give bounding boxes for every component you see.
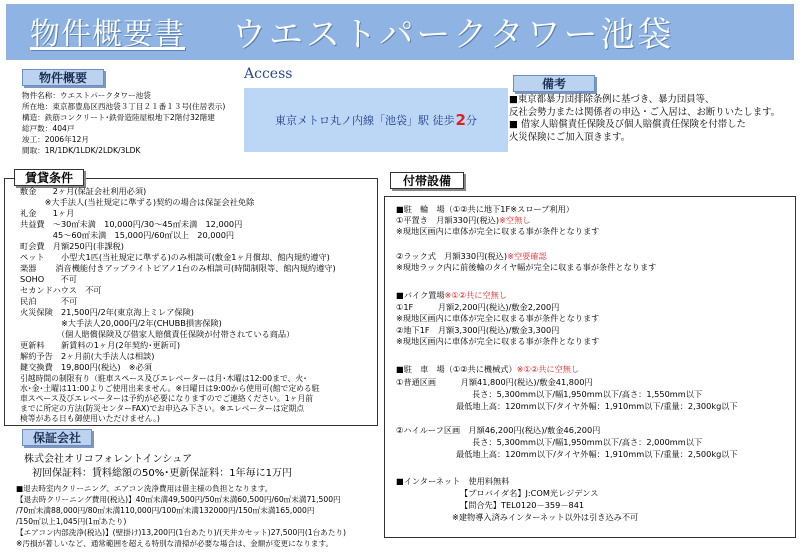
property-name-title: ウエストパークタワー池袋 [232,15,675,55]
moto-b1f-note: ※現地区画内に車体が完全に収まる事が条件となります [396,336,600,346]
moto-1f-note: ※現地区画内に車体が完全に収まる事が条件となります [396,313,600,323]
lease-row-soho: SOHO 不可 [20,274,77,284]
guarantee-label: 保証会社 [22,429,92,446]
parking-title-text: ■駐 車 場（①②共に機械式） [396,364,517,374]
notes-line-3: ■ 借家人賠償責任保険及び個人賠償責任保険を付帯した [509,119,746,131]
moto-title-text: ■バイク置場 [396,290,445,300]
overview-line-address: 所在地：東京都豊島区西池袋３丁目２１番１３号(住居表示) [22,102,226,111]
lease-label: 賃貸条件 [14,169,84,186]
parking-title-status: ※①②共に空無し [516,364,580,374]
moto-b1f: ②地下1F 月額3,300円(税込)/敷金3,300円 [396,325,560,335]
notes-label: 備考 [513,75,595,92]
lease-row-moving-5: 検等がある日も御使用いただけません。) [20,414,160,423]
cleaning-note-3: /70㎡未満88,000円/80㎡未満110,000円/100㎡未満132000円/150㎡未満165,000円 [16,506,315,515]
guarantee-section [20,436,366,480]
parking-high: ②ハイルーフ区画 月額46,200円(税込)/敷金46,200円 [396,425,601,435]
bike-flat-status: ※空無し [499,215,531,225]
bike-rack [396,251,547,261]
lease-row-common-fee-2: 45～60㎡未満 15,000円/60㎡以上 20,000円 [20,230,235,240]
overview-line-layout: 間取：1R/1DK/1LDK/2LDK/3LDK [22,146,141,155]
cleaning-note-4: /150㎡以上1,045円(1㎡あたり) [16,517,127,526]
overview-line-units: 総戸数：404戸 [22,124,75,133]
cleaning-note-5: 【エアコン内部洗浄(税込)】(壁掛け)13,200円(1台あたり)/(天井カセット)27,500円(1台あたり) [16,528,347,537]
notes-line-4: 火災保険にご加入頂きます。 [509,131,631,143]
cleaning-note-2: 【退去時クリーニング費用(税込)】40㎡未満49,500円/50㎡未満60,500円/60㎡未満71,500円 [16,495,341,504]
access-title: Access [244,66,293,82]
parking-regular: ①普通区画 月額41,800円(税込)/敷金41,800円 [396,377,593,387]
access-box [244,88,508,152]
facilities-label: 付帯設備 [390,172,464,189]
lease-row-instrument: 楽器 消音機能付きアップライトピアノ1台のみ相談可(時間制限等、館内規約遵守) [20,263,336,273]
guarantee-company: 株式会社オリコフォレントインシュア [24,454,193,465]
lease-row-deposit-note: ※大手法人(当社規定に準ずる)契約の場合は保証会社免除 [20,197,255,207]
access-route: 東京メトロ丸ノ内線「池袋」駅 徒歩 [275,114,455,127]
lease-row-common-fee-1: 共益費 ～30㎡未満 10,000円/30～45㎡未満 12,000円 [20,219,243,229]
lease-row-key-money: 礼金 1ヶ月 [20,208,75,218]
parking-high-size-1: 長さ：5,300mm以下/幅1,950mm以下/高さ：2,000mm以下 [472,437,703,447]
lease-row-moving-4: までに所定の方法(防災センターFAX)でお申込み下さい。※エレベーターは定期点 [20,404,305,413]
overview-line-completed: 竣工：2006年12月 [22,135,89,144]
notes-line-2: 反社会勢力または関係者の申込・ご入居は、お断りいたします。 [509,106,781,118]
cleaning-note-1: ■退去時室内クリーニング、エアコン洗浄費用は借主様の負担となります。 [16,484,273,493]
parking-regular-size-1: 長さ：5,300mm以下/幅1,950mm以下/高さ：1,550mm以下 [472,389,703,399]
notes-line-1: ■東京都暴力団排除条例に基づき、暴力団員等、 [509,94,715,105]
lease-row-renewal: 更新料 新賃料の1ヶ月(2年契約･更新可) [20,340,181,350]
lease-row-minpaku: 民泊 不可 [20,296,78,306]
lease-row-fire-insurance: 火災保険 21,500円/2年(東京海上ミレア保険) [20,307,195,317]
lease-row-moving-2: 水･金･土曜は11:00よりご使用出来ません。※日曜日は9:00から使用可(館で定める駐 [20,384,320,393]
guarantee-fee: 初回保証料：賃料総額の50%･更新保証料：1年毎に1万円 [32,468,292,479]
bike-rack-text: ②ラック式 月額330円(税込) [396,251,508,261]
lease-row-moving-3: 車スペース及びエレベーターは予約が必要になりますのでご連絡ください。1ヶ月前 [20,394,314,403]
access-minutes: 2 [455,111,466,129]
bike-flat-text: ①平置き 月額330円(税込) [396,215,500,225]
internet-title: ■インターネット 使用料無料 [396,476,510,486]
lease-row-moving-1: 引越時間の制限有り（駐車スペース及びエレベーターは月･木曜は12:00まで、火･ [20,374,308,383]
document-title: 物件概要書 [30,17,185,52]
notes-section [509,94,795,150]
overview-line-name: 物件名称：ウエストパークタワー池袋 [22,91,151,100]
bike-flat [396,215,530,225]
lease-row-cancellation: 解約予告 2ヶ月前(大手法人は相談) [20,351,155,361]
lease-row-key-exchange: 鍵交換費 19,800円(税込) ※必須 [20,362,152,372]
access-text [244,88,508,152]
facilities-section [396,204,794,534]
moto-1f: ①1F 月額2,200円(税込)/敷金2,200円 [396,302,560,312]
lease-row-second-house: セカンドハウス 不可 [20,285,102,295]
lease-section [20,186,376,424]
parking-regular-size-2: 最低地上高：120mm以下/タイヤ外幅：1,910mm以下/重量：2,300kg以下 [456,401,738,411]
moto-title-status: ※①②共に空無し [444,290,507,300]
overview-line-structure: 構造：鉄筋コンクリート･鉄骨造陸屋根地下2階付32階建 [22,113,215,122]
bike-rack-note: ※現地ラック内に前後輪のタイヤ幅が完全に収まる事が条件となります [396,262,657,272]
cleaning-note-6: ※汚損が著しいなど、通常範囲を超える特別な清掃が必要な場合は、金額が変更になります。 [16,539,334,548]
lease-row-fire-insurance-note: （個人賠償保険及び借家人賠償責任保険が付帯されている商品） [20,329,295,339]
lease-row-deposit: 敷金 2ヶ月(保証会社利用必須) [20,186,147,196]
parking-title [396,364,579,374]
bike-flat-note: ※現地区画内に車体が完全に収まる事が条件となります [396,226,600,236]
lease-row-pet: ペット 小型犬1匹(当社規定に準ずる)のみ相談可(敷金1ヶ月償却、館内規約遵守) [20,252,330,262]
bike-rack-status: ※空要確認 [507,251,547,261]
access-unit: 分 [465,114,477,127]
bike-title: ■駐 輪 場（①②共に地下1F※スロープ利用） [396,204,574,214]
lease-row-community-fee: 町会費 月額250円(非課税) [20,241,124,251]
lease-row-fire-insurance-corp: ※大手法人20,000円/2年(CHUBB損害保険) [20,318,222,328]
cleaning-notes [16,484,378,554]
moto-title [396,290,507,300]
internet-note: ※建物導入済みインターネット以外は引き込み不可 [452,512,639,522]
overview-label: 物件概要 [22,69,104,86]
parking-high-size-2: 最低地上高：120mm以下/タイヤ外幅：1,910mm以下/重量：2,500kg以下 [456,449,738,459]
internet-contact: 【問合先】TEL0120－359－841 [460,500,585,510]
internet-provider: 【プロバイダ名】J:COM光レジデンス [460,488,599,498]
